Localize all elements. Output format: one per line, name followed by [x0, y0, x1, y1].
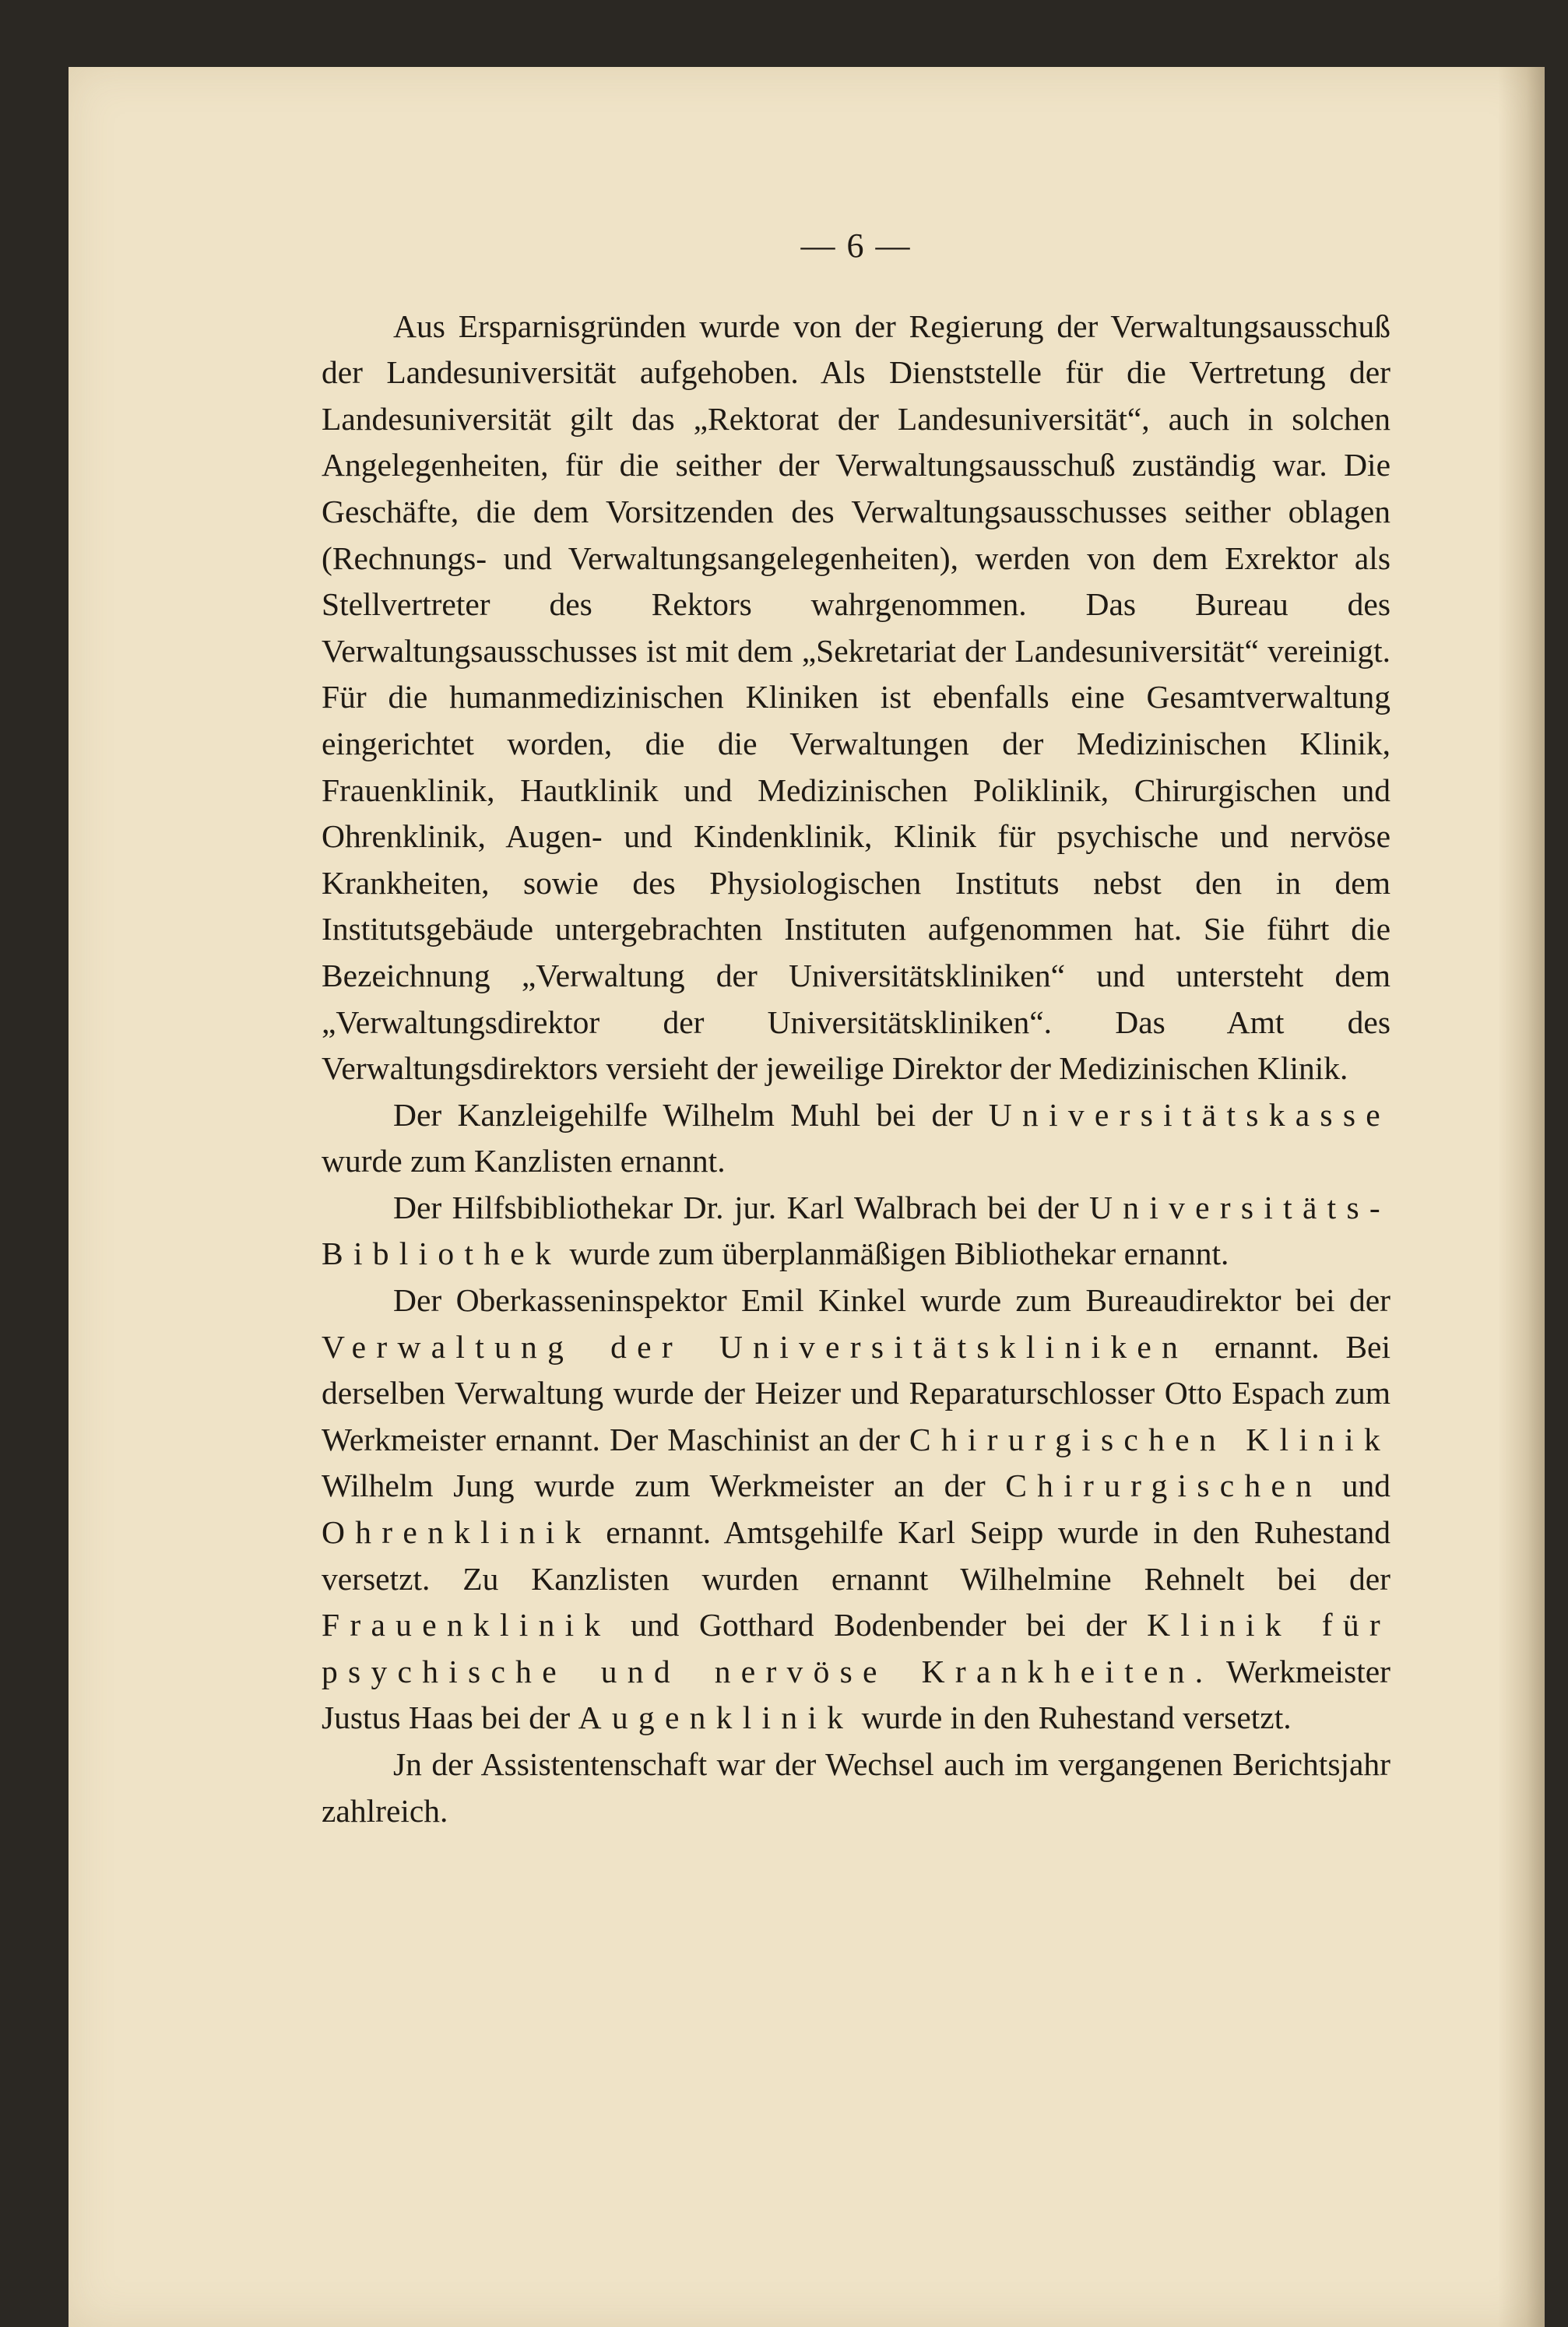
paragraph — [322, 1185, 1390, 1278]
text-run: Der Kanzleigehilfe Wilhelm Muhl bei der — [393, 1096, 989, 1133]
page-number: — 6 — — [800, 227, 912, 265]
paragraphs — [322, 304, 1390, 1835]
paragraph — [322, 1092, 1390, 1185]
spaced-emphasis: Ohrenklinik — [322, 1514, 592, 1551]
text-run: wurde zum überplanmäßigen Bibliothekar ernannt. — [561, 1236, 1229, 1272]
spaced-emphasis: Klinik für psychische und nervöse Krankheiten — [322, 1607, 1391, 1689]
spaced-emphasis: Frauenklinik — [322, 1607, 611, 1643]
text-block — [322, 223, 1390, 1834]
spaced-emphasis: Chirurgischen — [1005, 1468, 1323, 1504]
spaced-emphasis: Universitäts-Bibliothek — [322, 1189, 1390, 1272]
text-run: wurde in den Ruhestand versetzt. — [853, 1700, 1292, 1736]
text-run: ernannt. Amtsgehilfe Karl Seipp wurde in den Ruhestand versetzt. Zu Kanzlisten wurden ernannt Wilhelmine Rehnelt bei der — [322, 1514, 1390, 1597]
text-run: . Werkmeister Justus Haas bei der — [322, 1653, 1390, 1736]
spaced-emphasis: Chirurgischen Klinik — [909, 1421, 1390, 1457]
text-run: Aus Ersparnisgründen wurde von der Regierung der Verwaltungsausschuß der Landesuniversität aufgehoben. Als Dienststelle für die Vertretung der Landesuniversität gilt das „Rektorat der Landesuniversität“, auch in solchen Angelegenheiten, für die seither der Verwaltungsausschuß zuständig war. Die Geschäfte, die dem Vorsitzenden des Verwaltungsausschusses seither oblagen (Rechnungs- und Verwaltungsangelegenheiten), werden von dem Exrektor als Stellvertreter des Rektors wahrgenommen. Das Bureau des Verwaltungsausschusses ist mit dem „Sekretariat der Landesuniversität“ vereinigt. Für die humanmedizinischen Kliniken ist ebenfalls eine Gesamtverwaltung eingerichtet worden, die die Verwaltungen der Medizinischen Klinik, Frauenklinik, Hautklinik und Medizinischen Poliklinik, Chirurgischen und Ohrenklinik, Augen- und Kindenklinik, Klinik für psychische und nervöse Krankheiten, sowie des Physiologischen Instituts nebst den in dem Institutsgebäude untergebrachten Instituten aufgenommen hat. Sie führt die Bezeichnung „Verwaltung der Universitätskliniken“ und untersteht dem „Verwaltungsdirektor der Universitätskliniken“. Das Amt des Verwaltungsdirektors versieht der jeweilige Direktor der Medizinischen Klinik. — [322, 308, 1390, 1087]
text-run: Wilhelm Jung wurde zum Werkmeister an der — [322, 1468, 1006, 1504]
paragraph — [322, 1742, 1390, 1834]
text-run: wurde zum Kanzlisten ernannt. — [322, 1143, 726, 1179]
text-run: und — [1322, 1468, 1390, 1504]
text-run: Der Hilfsbibliothekar Dr. jur. Karl Walbrach bei der — [393, 1189, 1089, 1225]
text-run: ernannt. Bei derselben Verwaltung wurde der Heizer und Reparaturschlosser Otto Espach zum Werkmeister ernannt. Der Maschinist an der — [322, 1328, 1390, 1457]
document-page — [69, 67, 1545, 2327]
spaced-emphasis: Universitätskasse — [988, 1096, 1390, 1133]
text-run: und Gotthard Bodenbender bei der — [610, 1607, 1148, 1643]
text-run: Jn der Assistentenschaft war der Wechsel auch im vergangenen Berichtsjahr zahlreich. — [322, 1746, 1390, 1829]
spaced-emphasis: Verwaltung der Universitätskliniken — [322, 1328, 1189, 1365]
text-run: Der Oberkasseninspektor Emil Kinkel wurde zum Bureaudirektor bei der — [393, 1282, 1390, 1319]
paragraph — [322, 304, 1390, 1092]
spaced-emphasis: Augenklinik — [578, 1700, 854, 1736]
paragraph — [322, 1278, 1390, 1742]
page-edge-shadow — [1498, 67, 1545, 2327]
